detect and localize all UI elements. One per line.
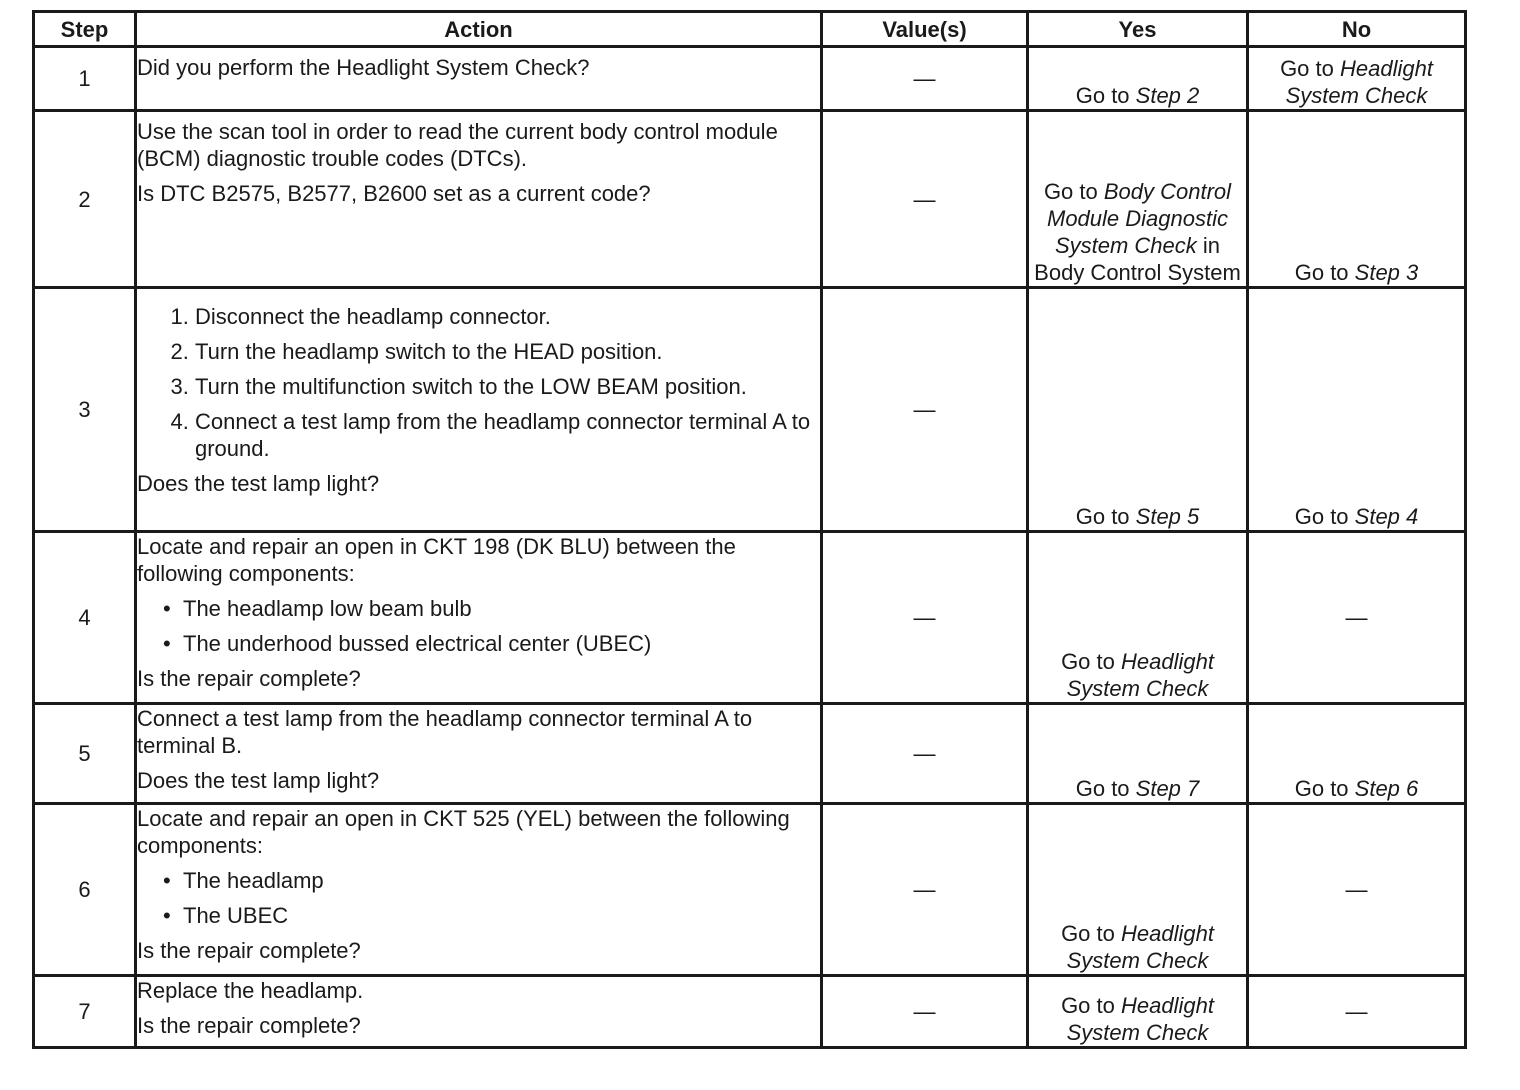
no-reference: Step 3	[1354, 260, 1419, 285]
value-cell: —	[822, 704, 1028, 804]
yes-reference: Headlight System Check	[1066, 921, 1214, 973]
step-number: 5	[34, 704, 136, 804]
yes-prefix: Go to	[1075, 83, 1136, 108]
action-question: Is the repair complete?	[137, 1013, 361, 1038]
value-cell: —	[822, 532, 1028, 704]
header-yes: Yes	[1028, 12, 1248, 47]
yes-cell	[1028, 532, 1248, 704]
header-no: No	[1248, 12, 1466, 47]
action-cell	[136, 47, 822, 111]
no-cell	[1248, 47, 1466, 111]
value-cell: —	[822, 111, 1028, 288]
yes-reference: Headlight System Check	[1066, 993, 1214, 1045]
no-cell: —	[1248, 532, 1466, 704]
yes-cell	[1028, 804, 1248, 976]
table-row	[34, 47, 1466, 111]
yes-cell	[1028, 704, 1248, 804]
yes-prefix: Go to	[1061, 921, 1121, 946]
action-question: Is the repair complete?	[137, 666, 361, 691]
list-item: • The UBEC	[183, 902, 820, 929]
action-instruction: Use the scan tool in order to read the current body control module (BCM) diagnostic trouble codes (DTCs).	[137, 119, 778, 171]
action-cell	[136, 976, 822, 1048]
yes-prefix: Go to	[1075, 776, 1136, 801]
list-item: 3. Turn the multifunction switch to the LOW BEAM position.	[195, 373, 820, 400]
action-instruction: Connect a test lamp from the headlamp connector terminal A to terminal B.	[137, 706, 753, 758]
action-question: Did you perform the Headlight System Check?	[137, 55, 590, 80]
header-values: Value(s)	[822, 12, 1028, 47]
table-row	[34, 288, 1466, 532]
action-question: Is the repair complete?	[137, 938, 361, 963]
no-cell	[1248, 111, 1466, 288]
step-number: 4	[34, 532, 136, 704]
no-cell	[1248, 288, 1466, 532]
no-prefix: Go to	[1280, 56, 1340, 81]
action-cell	[136, 111, 822, 288]
value-cell: —	[822, 976, 1028, 1048]
diagnostic-table	[32, 10, 1467, 1049]
step-number: 7	[34, 976, 136, 1048]
action-cell	[136, 532, 822, 704]
action-question: Does the test lamp light?	[137, 768, 380, 793]
no-reference: Step 4	[1354, 504, 1419, 529]
header-action: Action	[136, 12, 822, 47]
action-cell	[136, 288, 822, 532]
action-steps-list	[137, 303, 820, 462]
action-instruction: Locate and repair an open in CKT 525 (YEL) between the following components:	[137, 806, 790, 858]
action-instruction: Replace the headlamp.	[137, 978, 364, 1003]
yes-prefix: Go to	[1061, 993, 1121, 1018]
action-instruction: Locate and repair an open in CKT 198 (DK BLU) between the following components:	[137, 534, 736, 586]
value-cell: —	[822, 47, 1028, 111]
table-header-row	[34, 12, 1466, 47]
table-row	[34, 976, 1466, 1048]
no-cell: —	[1248, 804, 1466, 976]
yes-prefix: Go to	[1075, 504, 1136, 529]
list-item: 2. Turn the headlamp switch to the HEAD position.	[195, 338, 820, 365]
yes-reference: Step 7	[1135, 776, 1200, 801]
action-cell	[136, 804, 822, 976]
no-prefix: Go to	[1294, 260, 1355, 285]
table-row	[34, 532, 1466, 704]
list-item: • The headlamp	[183, 867, 820, 894]
list-item: 1. Disconnect the headlamp connector.	[195, 303, 820, 330]
action-question: Does the test lamp light?	[137, 471, 380, 496]
action-bullets-list	[137, 595, 820, 657]
no-prefix: Go to	[1294, 504, 1355, 529]
no-cell: —	[1248, 976, 1466, 1048]
action-question: Is DTC B2575, B2577, B2600 set as a current code?	[137, 181, 651, 206]
step-number: 1	[34, 47, 136, 111]
no-cell	[1248, 704, 1466, 804]
list-item: 4. Connect a test lamp from the headlamp connector terminal A to ground.	[195, 408, 820, 462]
no-reference: Headlight System Check	[1285, 56, 1433, 108]
value-cell: —	[822, 288, 1028, 532]
header-step: Step	[34, 12, 136, 47]
value-cell: —	[822, 804, 1028, 976]
table-row	[34, 704, 1466, 804]
yes-prefix: Go to	[1061, 649, 1121, 674]
step-number: 2	[34, 111, 136, 288]
yes-prefix: Go to	[1043, 179, 1104, 204]
step-number: 3	[34, 288, 136, 532]
action-bullets-list	[137, 867, 820, 929]
yes-reference: Step 2	[1135, 83, 1200, 108]
step-number: 6	[34, 804, 136, 976]
yes-cell	[1028, 288, 1248, 532]
table-row	[34, 111, 1466, 288]
yes-reference: Body Control Module Diagnostic System Check	[1047, 179, 1232, 258]
yes-cell	[1028, 976, 1248, 1048]
yes-cell	[1028, 47, 1248, 111]
table-row	[34, 804, 1466, 976]
yes-reference: Step 5	[1135, 504, 1200, 529]
list-item: • The headlamp low beam bulb	[183, 595, 820, 622]
yes-suffix: in Body Control System	[1034, 233, 1241, 285]
list-item: • The underhood bussed electrical center (UBEC)	[183, 630, 820, 657]
yes-reference: Headlight System Check	[1066, 649, 1214, 701]
no-reference: Step 6	[1354, 776, 1419, 801]
yes-cell	[1028, 111, 1248, 288]
action-cell	[136, 704, 822, 804]
no-prefix: Go to	[1294, 776, 1355, 801]
